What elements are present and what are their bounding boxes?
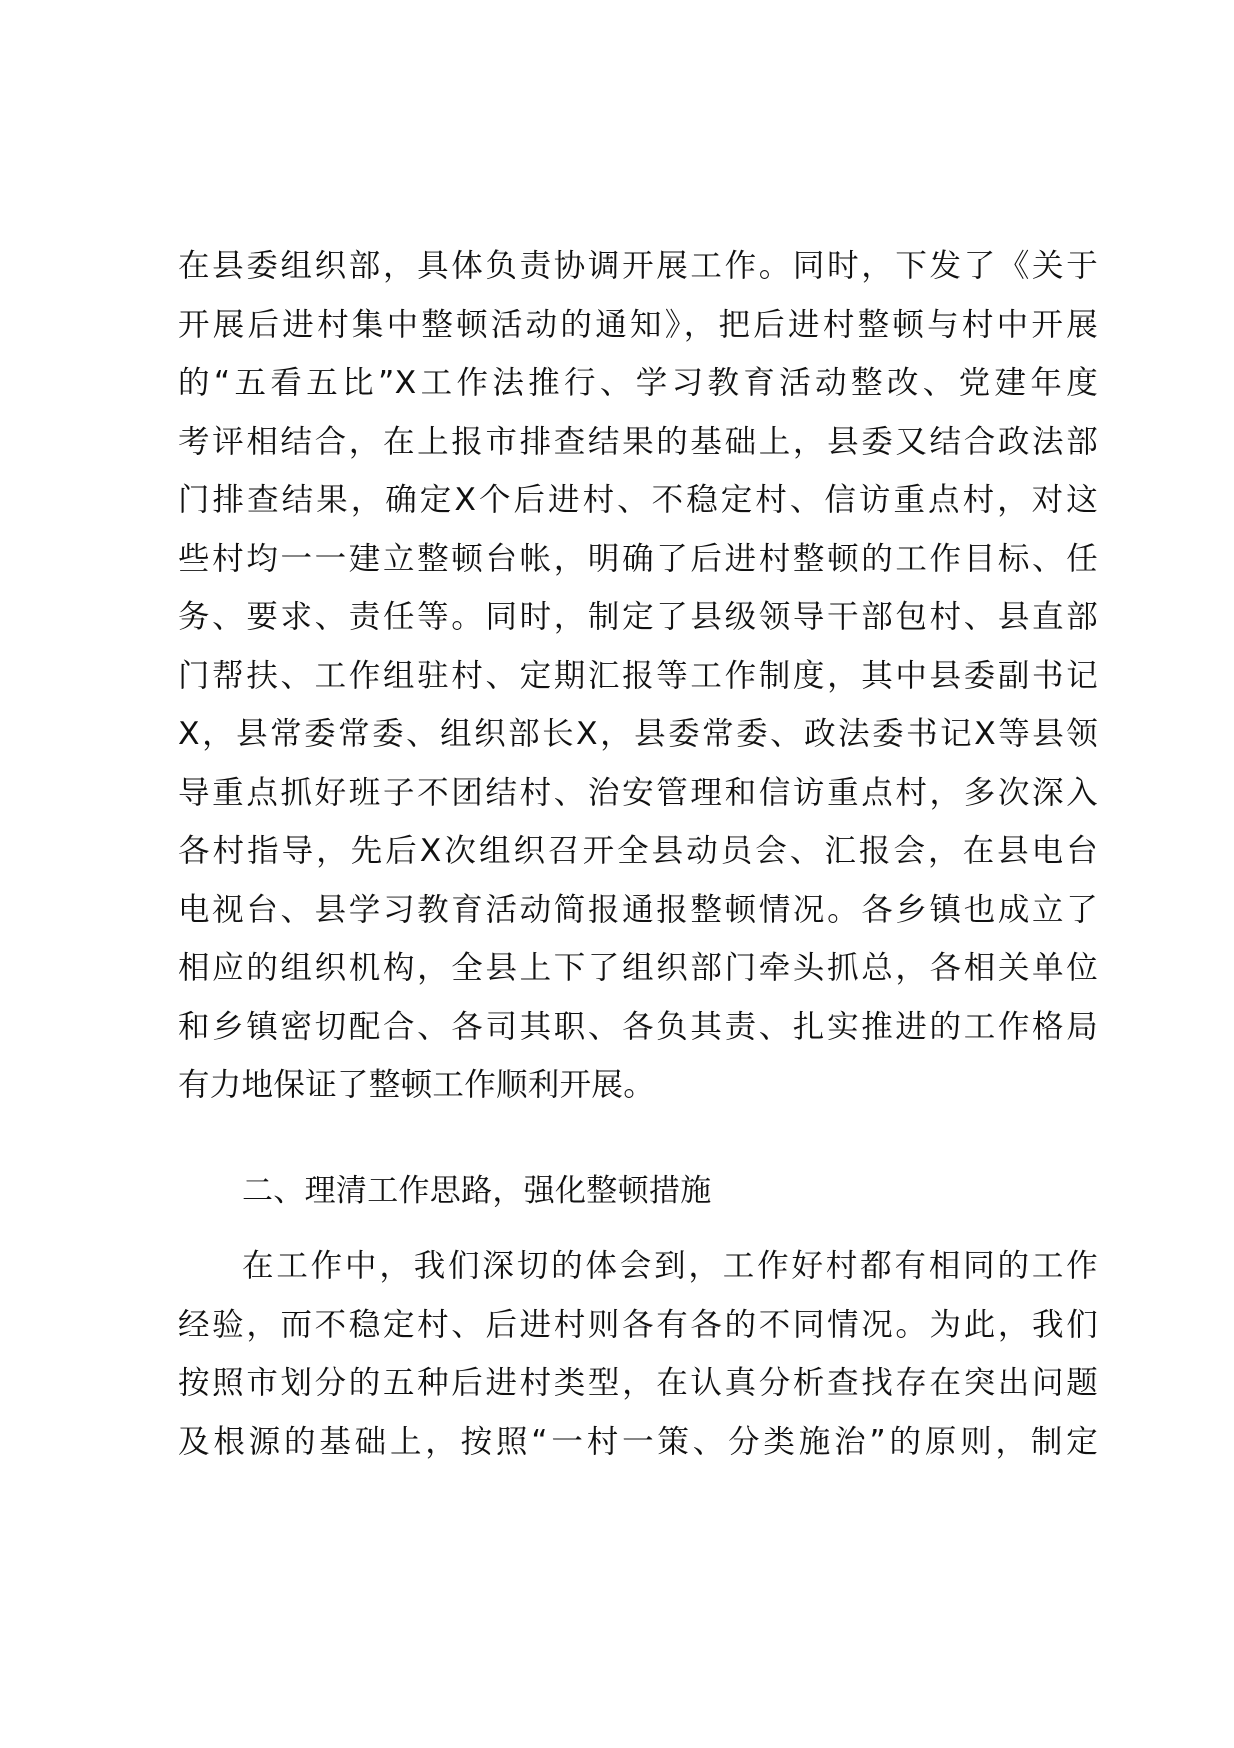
body-paragraph-2 xyxy=(178,1237,1098,1471)
text-line: 按照市划分的五种后进村类型，在认真分析查找存在突出问题 xyxy=(178,1365,1098,1401)
text-line: X，县常委常委、组织部长X，县委常委、政法委书记X等县领 xyxy=(178,716,1098,752)
text-line: 各村指导，先后X次组织召开全县动员会、汇报会，在县电台 xyxy=(178,833,1098,869)
text-line: 及根源的基础上，按照“一村一策、分类施治”的原则，制定 xyxy=(178,1423,1098,1460)
text-line: 导重点抓好班子不团结村、治安管理和信访重点村，多次深入 xyxy=(178,774,1098,811)
text-line: 门帮扶、工作组驻村、定期汇报等工作制度，其中县委副书记 xyxy=(178,657,1098,694)
text-line: 经验，而不稳定村、后进村则各有各的不同情况。为此，我们 xyxy=(178,1306,1098,1343)
text-line: 考评相结合，在上报市排查结果的基础上，县委又结合政法部 xyxy=(178,423,1098,460)
body-paragraph-1 xyxy=(178,237,1098,1115)
text-line: 相应的组织机构，全县上下了组织部门牵头抓总，各相关单位 xyxy=(178,950,1098,986)
text-line: 在工作中，我们深切的体会到，工作好村都有相同的工作 xyxy=(242,1248,1098,1284)
text-line: 开展后进村集中整顿活动的通知》，把后进村整顿与村中开展 xyxy=(178,306,1098,343)
section-heading xyxy=(178,1162,1098,1221)
text-line: 务、要求、责任等。同时，制定了县级领导干部包村、县直部 xyxy=(178,599,1098,635)
text-line: 有力地保证了整顿工作顺利开展。 xyxy=(178,1067,656,1103)
text-line: 的“五看五比”X工作法推行、学习教育活动整改、党建年度 xyxy=(178,365,1098,401)
text-line: 在县委组织部，具体负责协调开展工作。同时，下发了《关于 xyxy=(178,248,1098,284)
section-heading-text: 二、理清工作思路，强化整顿措施 xyxy=(242,1173,712,1209)
text-line: 门排查结果，确定X个后进村、不稳定村、信访重点村，对这 xyxy=(178,482,1098,518)
text-line: 和乡镇密切配合、各司其职、各负其责、扎实推进的工作格局 xyxy=(178,1008,1098,1045)
text-line: 电视台、县学习教育活动简报通报整顿情况。各乡镇也成立了 xyxy=(178,891,1098,928)
text-line: 些村均一一建立整顿台帐，明确了后进村整顿的工作目标、任 xyxy=(178,540,1098,577)
